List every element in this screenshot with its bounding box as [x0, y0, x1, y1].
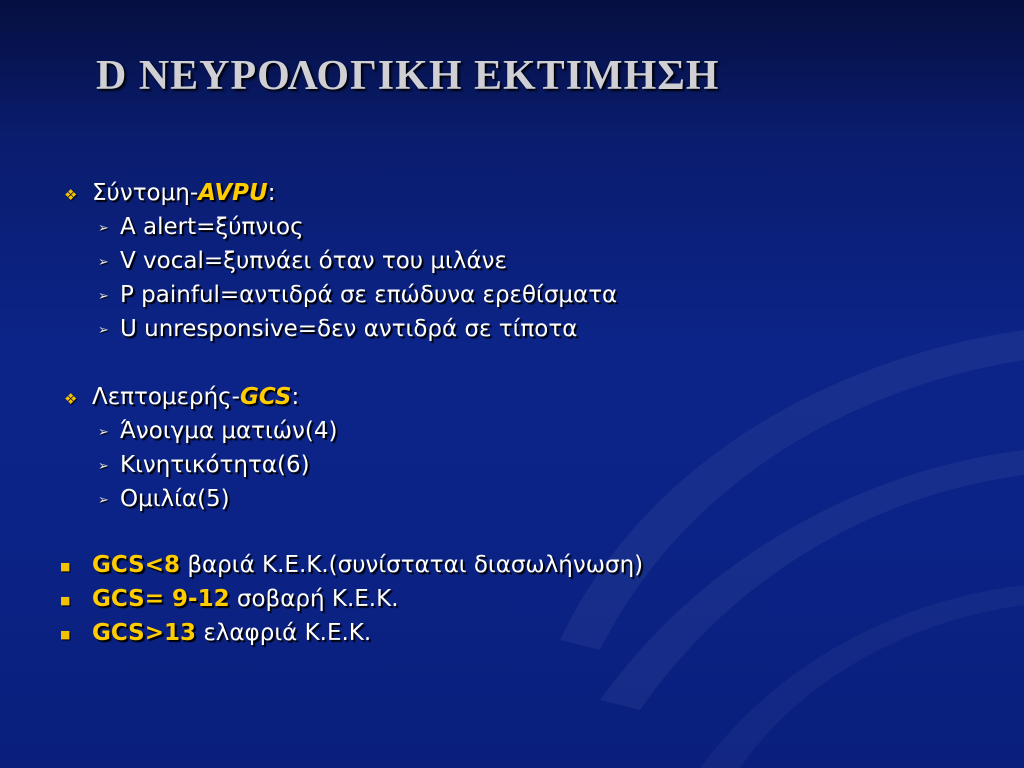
gcs-item: Ομιλία(5) — [120, 486, 230, 512]
severity-text: ελαφριά Κ.Ε.Κ. — [196, 620, 372, 646]
avpu-heading-prefix: Σύντομη- — [92, 180, 199, 206]
avpu-item: P painful=αντιδρά σε επώδυνα ερεθίσματα — [120, 282, 618, 308]
gcs-heading — [92, 382, 299, 412]
arrow-bullet-icon: ➢ — [98, 255, 109, 270]
arrow-bullet-icon: ➢ — [98, 425, 109, 440]
severity-text: σοβαρή Κ.Ε.Κ. — [229, 586, 399, 612]
severity-highlight: GCS>13 — [92, 620, 197, 646]
severity-item — [92, 550, 643, 580]
gcs-heading-prefix: Λεπτομερής- — [92, 384, 240, 410]
gcs-heading-suffix: : — [291, 384, 300, 410]
gcs-heading-highlight: GCS — [239, 384, 292, 410]
slide-title: D ΝΕΥΡΟΛΟΓΙΚΗ ΕΚΤΙΜΗΣΗ — [96, 53, 720, 99]
arrow-bullet-icon: ➢ — [98, 221, 109, 236]
square-bullet-icon: ■ — [60, 560, 71, 573]
diamond-bullet-icon: ❖ — [64, 390, 78, 408]
severity-item — [92, 618, 371, 648]
gcs-item: Κινητικότητα(6) — [120, 452, 310, 478]
avpu-item: V vocal=ξυπνάει όταν του μιλάνε — [120, 248, 507, 274]
avpu-heading-highlight: AVPU — [198, 180, 268, 206]
severity-highlight: GCS<8 — [92, 552, 181, 578]
arrow-bullet-icon: ➢ — [98, 289, 109, 304]
avpu-item: A alert=ξύπνιος — [120, 214, 304, 240]
diamond-bullet-icon: ❖ — [64, 186, 78, 204]
gcs-item: Άνοιγμα ματιών(4) — [120, 418, 338, 444]
severity-highlight: GCS= 9-12 — [92, 586, 230, 612]
square-bullet-icon: ■ — [60, 628, 71, 641]
arrow-bullet-icon: ➢ — [98, 323, 109, 338]
arrow-bullet-icon: ➢ — [98, 459, 109, 474]
square-bullet-icon: ■ — [60, 594, 71, 607]
severity-text: βαριά Κ.Ε.Κ.(συνίσταται διασωλήνωση) — [180, 552, 644, 578]
avpu-heading-suffix: : — [267, 180, 276, 206]
avpu-item: U unresponsive=δεν αντιδρά σε τίποτα — [120, 316, 578, 342]
arrow-bullet-icon: ➢ — [98, 493, 109, 508]
severity-item — [92, 584, 399, 614]
avpu-heading — [92, 178, 275, 208]
